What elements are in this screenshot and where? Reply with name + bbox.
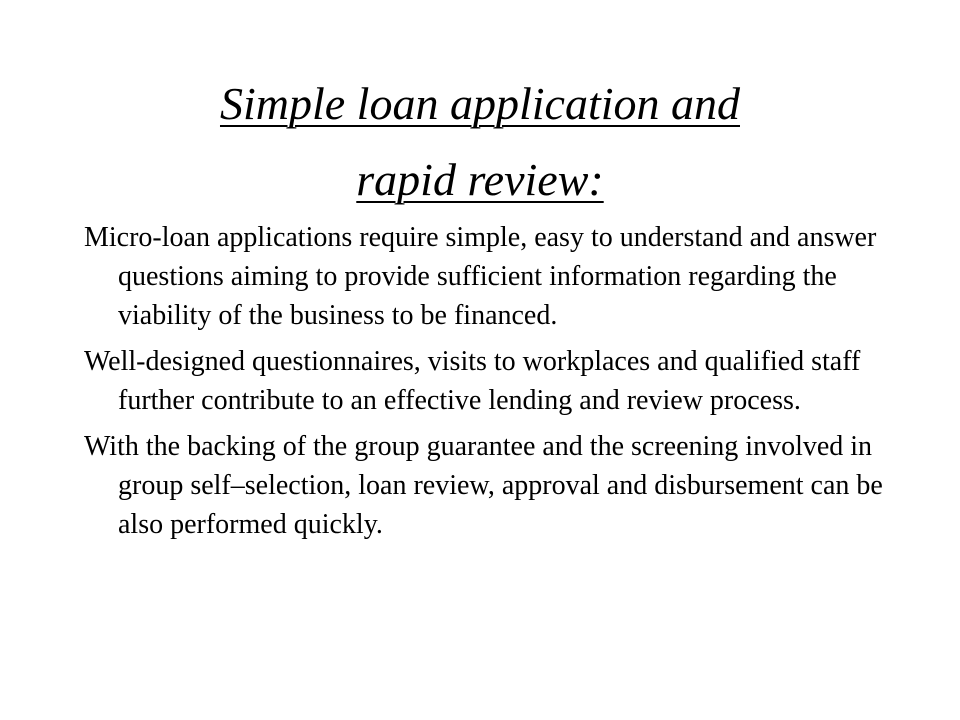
paragraph-group-guarantee: With the backing of the group guarantee and the screening involved in group self–selection, loan review, approval and disbursement can be also performed quickly. — [84, 431, 883, 540]
slide-body — [84, 218, 884, 551]
slide-title — [80, 66, 880, 218]
paragraph-questionnaires: Well-designed questionnaires, visits to workplaces and qualified staff further contribute to an effective lending and review process. — [84, 346, 861, 416]
slide-title-line-1: Simple loan application and — [219, 78, 740, 129]
slide-title-line-2: rapid review: — [356, 154, 604, 205]
paragraph-application: Micro-loan applications require simple, easy to understand and answer questions aiming to provide sufficient information regarding the viability of the business to be financed. — [84, 222, 877, 331]
